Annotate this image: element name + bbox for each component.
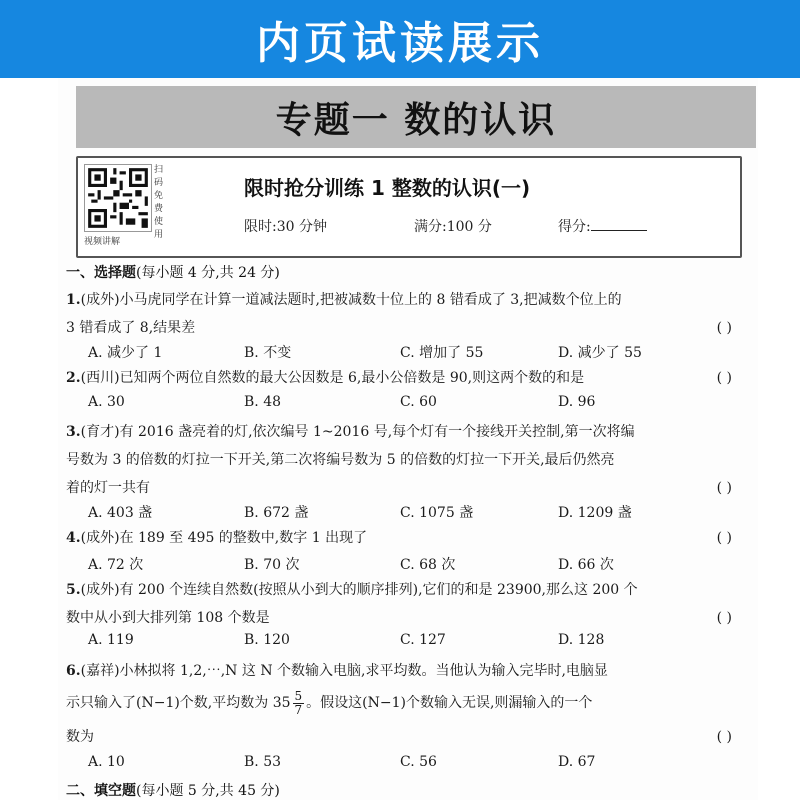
option-b[interactable]: B. 53: [244, 754, 282, 770]
fraction: [293, 690, 305, 717]
answer-parentheses[interactable]: ( ): [716, 729, 732, 745]
option-a[interactable]: A. 30: [88, 394, 125, 410]
full-score: 满分:100 分: [414, 219, 492, 235]
question-text: 数为: [66, 729, 94, 745]
question-text: 。假设这(N−1)个数输入无误,则漏输入的一个: [306, 695, 593, 711]
option-c[interactable]: C. 127: [400, 632, 446, 648]
question-3: [66, 418, 736, 502]
qr-side-text: 扫码免费使用: [154, 165, 164, 240]
option-d[interactable]: D. 67: [558, 754, 596, 770]
question-line: [66, 524, 736, 552]
question-6: [66, 656, 736, 752]
section-choice-title: [66, 262, 280, 282]
option-a[interactable]: A. 119: [88, 632, 134, 648]
question-line: [66, 364, 736, 392]
option-d[interactable]: D. 减少了 55: [558, 345, 642, 361]
question-text: 示只输入了(N−1)个数,平均数为 35: [66, 695, 291, 711]
question-1: [66, 286, 736, 342]
question-line: [66, 722, 736, 752]
training-title: 限时抢分训练 1 整数的认识(一): [244, 176, 531, 200]
option-b[interactable]: B. 672 盏: [244, 505, 309, 521]
qr-code-icon[interactable]: [84, 164, 152, 232]
topic-title: 专题一 数的认识: [275, 99, 557, 141]
training-header-box: [76, 156, 742, 258]
option-d[interactable]: D. 1209 盏: [558, 505, 632, 521]
section-choice-note: (每小题 4 分,共 24 分): [136, 265, 280, 281]
fraction-numerator: 5: [294, 688, 303, 703]
question-line: [66, 688, 736, 718]
question-number: 4.: [66, 530, 81, 546]
question-line: [66, 474, 736, 502]
question-source: (育才): [80, 424, 120, 440]
question-text: 3 错看成了 8,结果差: [66, 320, 196, 336]
question-number: 3.: [66, 424, 81, 440]
question-line: [66, 446, 736, 474]
question-number: 6.: [66, 663, 81, 679]
options-5: [88, 632, 728, 656]
option-c[interactable]: C. 60: [400, 394, 437, 410]
question-source: (成外): [80, 292, 120, 308]
topic-band: [76, 86, 756, 148]
answer-parentheses[interactable]: ( ): [716, 530, 732, 546]
options-3: [88, 502, 728, 526]
question-text: 小林拟将 1,2,⋯,N 这 N 个数输入电脑,求平均数。当他认为输入完毕时,电脑显: [119, 663, 608, 679]
option-d[interactable]: D. 128: [558, 632, 605, 648]
answer-parentheses[interactable]: ( ): [716, 320, 732, 336]
section-fill-label: 二、填空题: [66, 783, 136, 799]
question-text: 已知两个两位自然数的最大公因数是 6,最小公倍数是 90,则这两个数的和是: [119, 370, 585, 386]
option-a[interactable]: A. 403 盏: [88, 505, 153, 521]
question-source: (成外): [80, 530, 120, 546]
header-banner: [0, 0, 800, 78]
section-choice-label: 一、选择题: [66, 265, 136, 281]
question-text: 小马虎同学在计算一道减法题时,把被减数十位上的 8 错看成了 3,把减数个位上的: [119, 292, 622, 308]
option-a[interactable]: A. 减少了 1: [88, 345, 163, 361]
option-b[interactable]: B. 不变: [244, 345, 292, 361]
option-b[interactable]: B. 120: [244, 632, 290, 648]
question-source: (嘉祥): [80, 663, 120, 679]
answer-parentheses[interactable]: ( ): [716, 480, 732, 496]
question-4: [66, 524, 736, 552]
option-b[interactable]: B. 70 次: [244, 557, 300, 573]
option-d[interactable]: D. 96: [558, 394, 596, 410]
option-c[interactable]: C. 56: [400, 754, 437, 770]
section-fill-note: (每小题 5 分,共 45 分): [136, 783, 280, 799]
question-2: [66, 364, 736, 392]
question-line: [66, 656, 736, 686]
question-source: (西川): [80, 370, 120, 386]
question-line: [66, 576, 736, 604]
question-text: 在 189 至 495 的整数中,数字 1 出现了: [119, 530, 368, 546]
question-text: 有 200 个连续自然数(按照从小到大的顺序排列),它们的和是 23900,那么这 200 个: [119, 582, 638, 598]
option-c[interactable]: C. 1075 盏: [400, 505, 474, 521]
score-blank[interactable]: [591, 218, 647, 231]
book-page: [58, 78, 758, 800]
qr-caption: 视频讲解: [84, 237, 121, 247]
options-4: [88, 554, 728, 578]
section-fill-title: [66, 780, 280, 800]
option-b[interactable]: B. 48: [244, 394, 282, 410]
question-line: [66, 418, 736, 446]
option-c[interactable]: C. 68 次: [400, 557, 456, 573]
options-1: [88, 342, 728, 366]
question-number: 5.: [66, 582, 81, 598]
question-5: [66, 576, 736, 632]
question-text: 数中从小到大排列第 108 个数是: [66, 610, 270, 626]
score-field: [558, 216, 647, 236]
answer-parentheses[interactable]: ( ): [716, 370, 732, 386]
answer-parentheses[interactable]: ( ): [716, 610, 732, 626]
option-a[interactable]: A. 10: [88, 754, 125, 770]
options-6: [88, 754, 728, 778]
time-limit: 限时:30 分钟: [244, 219, 327, 235]
banner-title: 内页试读展示: [256, 18, 544, 69]
question-line: [66, 604, 736, 632]
option-a[interactable]: A. 72 次: [88, 557, 144, 573]
question-line: [66, 286, 736, 314]
question-text: 着的灯一共有: [66, 480, 150, 496]
question-text: 号数为 3 的倍数的灯拉一下开关,第二次将编号数为 5 的倍数的灯拉一下开关,最后仍然亮: [66, 452, 615, 468]
fraction-denominator: 7: [294, 702, 303, 717]
question-source: (成外): [80, 582, 120, 598]
question-line: [66, 314, 736, 342]
option-c[interactable]: C. 增加了 55: [400, 345, 484, 361]
score-label: 得分:: [558, 219, 591, 235]
options-2: [88, 394, 728, 418]
question-number: 2.: [66, 370, 81, 386]
option-d[interactable]: D. 66 次: [558, 557, 614, 573]
question-number: 1.: [66, 292, 81, 308]
question-text: 有 2016 盏亮着的灯,依次编号 1~2016 号,每个灯有一个接线开关控制,第一次将编: [119, 424, 635, 440]
